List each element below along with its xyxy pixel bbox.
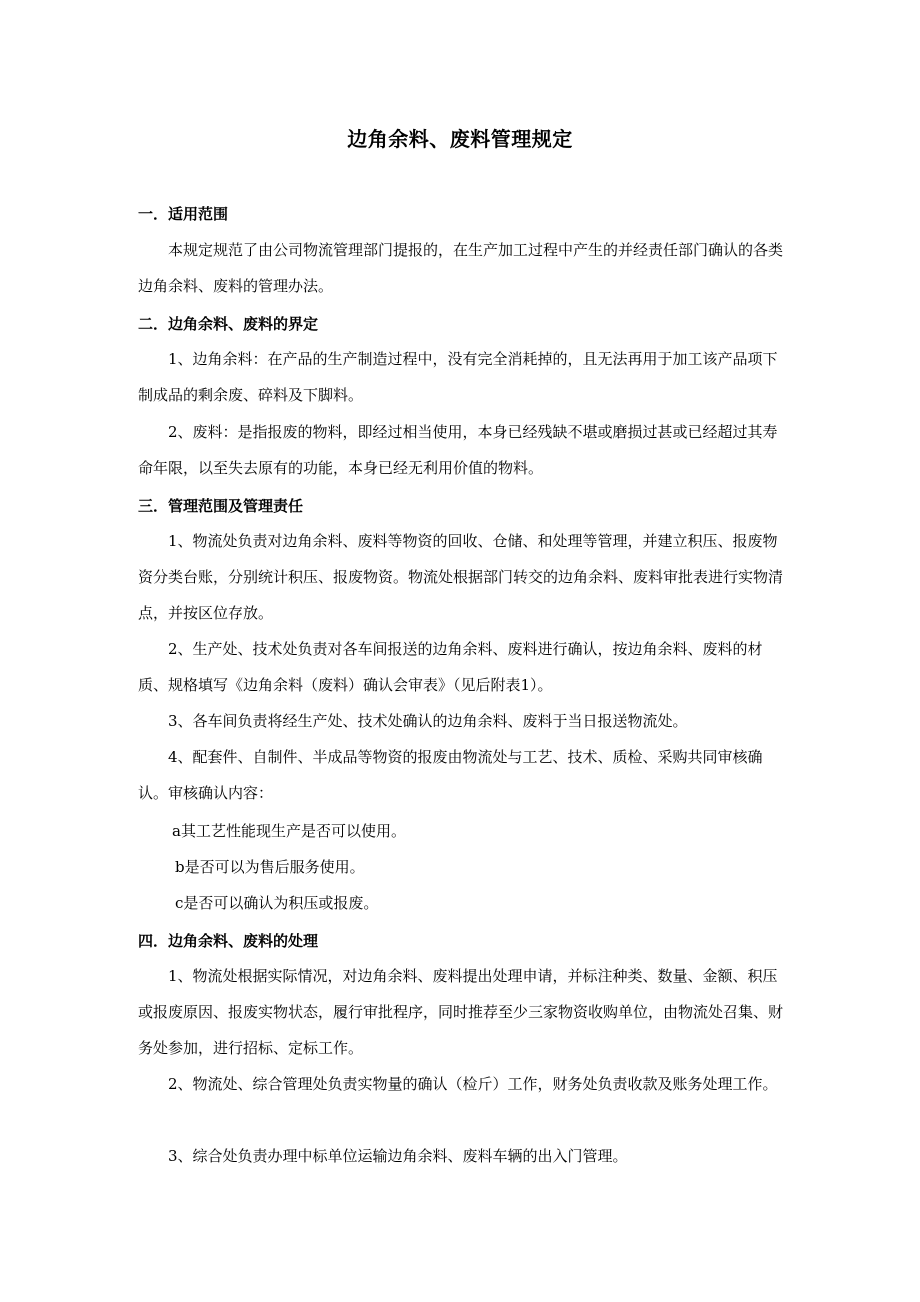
paragraph-responsibility-4: 4、配套件、自制件、半成品等物资的报废由物流处与工艺、技术、质检、采购共同审核确认。审核确认内容：	[138, 748, 763, 802]
list-item-a: a其工艺性能现生产是否可以使用。	[172, 822, 406, 840]
paragraph-disposal-2: 2、物流处、综合管理处负责实物量的确认（检斤）工作，财务处负责收款及账务处理工作。	[168, 1075, 778, 1093]
section-heading-definition: 二．边角余料、废料的界定	[138, 315, 319, 333]
document-title: 边角余料、废料管理规定	[347, 127, 573, 151]
paragraph-definition-scrap: 1、边角余料：在产品的生产制造过程中，没有完全消耗掉的，且无法再用于加工该产品项下制成品的剩余废、碎料及下脚料。	[138, 350, 778, 404]
paragraph-responsibility-1: 1、物流处负责对边角余料、废料等物资的回收、仓储、和处理等管理，并建立积压、报废物资分类台账，分别统计积压、报废物资。物流处根据部门转交的边角余料、废料审批表进行实物清点，并按区位存放。	[138, 532, 784, 622]
section-heading-scope: 一．适用范围	[138, 205, 229, 223]
list-item-b: b是否可以为售后服务使用。	[175, 858, 365, 876]
section-heading-disposal: 四．边角余料、废料的处理	[138, 932, 319, 950]
paragraph-definition-waste: 2、废料：是指报废的物料，即经过相当使用，本身已经残缺不堪或磨损过甚或已经超过其寿命年限，以至失去原有的功能，本身已经无利用价值的物料。	[138, 423, 778, 477]
section-heading-responsibility: 三．管理范围及管理责任	[138, 497, 304, 515]
list-item-c: c是否可以确认为积压或报废。	[175, 894, 379, 912]
paragraph-disposal-1: 1、物流处根据实际情况，对边角余料、废料提出处理申请，并标注种类、数量、金额、积压或报废原因、报废实物状态，履行审批程序，同时推荐至少三家物资收购单位，由物流处召集、财务处参加，进行招标、定标工作。	[138, 967, 784, 1057]
paragraph-disposal-3: 3、综合处负责办理中标单位运输边角余料、废料车辆的出入门管理。	[168, 1147, 628, 1165]
paragraph-scope: 本规定规范了由公司物流管理部门提报的，在生产加工过程中产生的并经责任部门确认的各类边角余料、废料的管理办法。	[138, 241, 784, 295]
paragraph-responsibility-3: 3、各车间负责将经生产处、技术处确认的边角余料、废料于当日报送物流处。	[168, 712, 688, 730]
paragraph-responsibility-2: 2、生产处、技术处负责对各车间报送的边角余料、废料进行确认，按边角余料、废料的材质、规格填写《边角余料（废料）确认会审表》（见后附表1）。	[138, 640, 763, 694]
